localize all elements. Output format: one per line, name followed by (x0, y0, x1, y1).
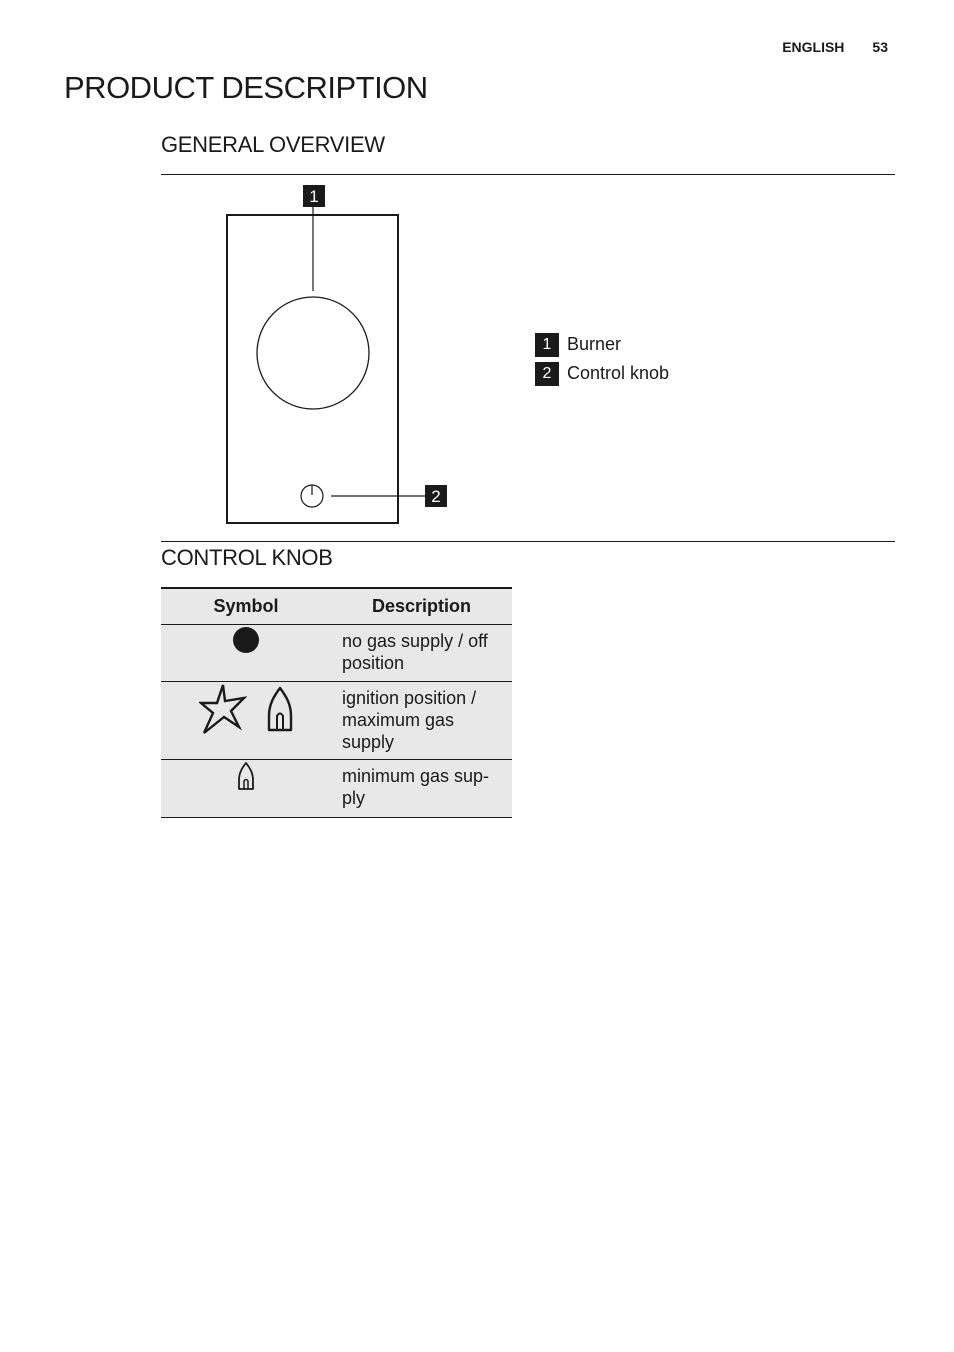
legend-number: 2 (535, 362, 559, 386)
symbol-cell (161, 760, 331, 818)
ignition-spark-icon (199, 683, 247, 735)
description-cell: ignition position / maximum gas supply (331, 682, 512, 760)
overview-legend (535, 330, 669, 388)
divider (161, 174, 895, 175)
description-cell: minimum gas sup-ply (331, 760, 512, 818)
burner-icon (257, 297, 369, 409)
page-header (782, 39, 888, 55)
legend-label: Burner (567, 334, 622, 354)
legend-item (535, 359, 669, 388)
legend-label: Control knob (567, 363, 670, 383)
table-row (161, 625, 512, 682)
page-title: PRODUCT DESCRIPTION (64, 70, 428, 105)
table-header-row (161, 588, 512, 625)
description-cell: no gas supply / off position (331, 625, 512, 682)
large-flame-icon (267, 686, 293, 732)
general-overview-title: GENERAL OVERVIEW (161, 132, 385, 157)
hob-diagram (196, 183, 456, 528)
control-knob-title: CONTROL KNOB (161, 545, 333, 570)
header-page-number: 53 (872, 39, 888, 55)
table-row (161, 682, 512, 760)
callout-number-1: 1 (309, 187, 319, 206)
divider (161, 541, 895, 542)
table-header-symbol: Symbol (161, 588, 331, 625)
callout-number-2: 2 (431, 487, 441, 506)
symbol-cell (161, 682, 331, 760)
small-flame-icon (237, 761, 255, 791)
legend-item (535, 330, 669, 359)
symbol-cell (161, 625, 331, 682)
legend-number: 1 (535, 333, 559, 357)
header-language: ENGLISH (782, 39, 845, 55)
control-knob-table (161, 587, 512, 818)
filled-circle-icon (232, 626, 260, 654)
table-header-description: Description (331, 588, 512, 625)
table-row (161, 760, 512, 818)
